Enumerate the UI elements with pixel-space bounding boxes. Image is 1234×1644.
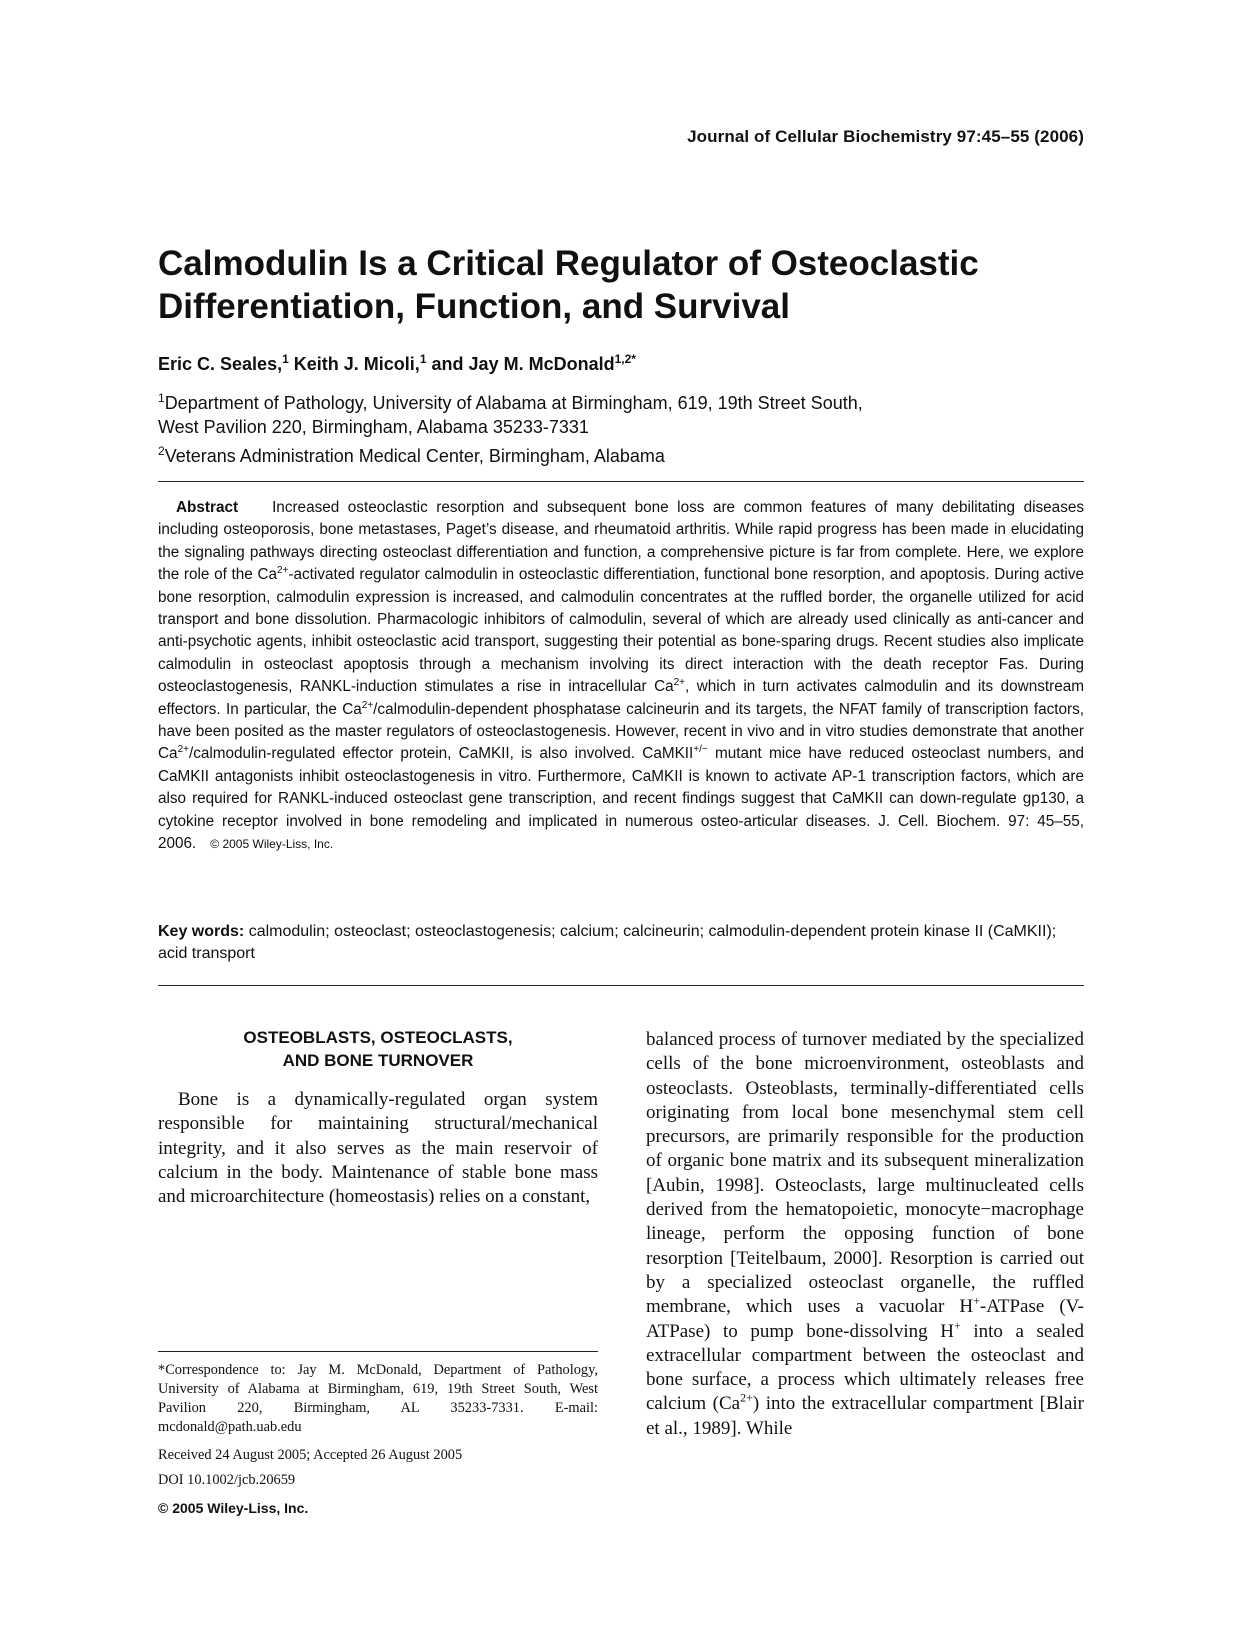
abstract-text: , which in turn activates calmodulin and its downstream effectors. In particular, the Ca — [158, 678, 1084, 718]
affil-marker: 1 — [158, 391, 165, 405]
affiliation-1 — [158, 386, 1078, 415]
keywords-label: Key words: — [158, 923, 245, 940]
affil-marker: 2 — [158, 444, 165, 458]
abstract-text: /calmodulin-dependent phosphatase calcineurin and its targets, the NFAT family of transcription factors, have been posited as the master regulators of osteoclastogenesis. However, recent in vivo and in vitro studies demonstrate that another Ca — [158, 700, 1084, 763]
keywords-text: calmodulin; osteoclast; osteoclastogenesis; calcium; calcineurin; calmodulin-dependent protein kinase II (CaMKII); acid transport — [158, 923, 1057, 962]
superscript: 2+ — [740, 1391, 753, 1406]
abstract-text: mutant mice have reduced osteoclast numbers, and CaMKII antagonists inhibit osteoclastogenesis in vitro. Furthermore, CaMKII is known to activate AP-1 transcription factors, which are also required for RANKL-induced osteoclast gene transcription, and recent findings suggest that CaMKII can down-regulate gp130, a cytokine receptor involved in bone remodeling and implicated in numerous osteo-articular diseases. J. Cell. Biochem. 97: 45–55, 2006. — [158, 745, 1085, 853]
superscript: +/− — [693, 744, 708, 756]
body-text: ) into the extracellular compartment [Blair et al., 1989]. While — [646, 1393, 1084, 1439]
keywords — [158, 921, 1084, 965]
affil-text: Veterans Administration Medical Center, Birmingham, Alabama — [164, 446, 665, 466]
abstract — [158, 497, 1084, 856]
left-column-paragraph: Bone is a dynamically-regulated organ system responsible for maintaining structural/mechanical integrity, and it also serves as the main reservoir of calcium in the body. Maintenance of stable bone mass and microarchitecture (homeostasis) relies on a constant, — [158, 1089, 598, 1208]
right-column-paragraph — [646, 1028, 1084, 1441]
author-name: Eric C. Seales, — [158, 354, 283, 374]
affil-text: Department of Pathology, University of Alabama at Birmingham, 619, 19th Street South, — [164, 393, 863, 413]
author-name: Keith J. Micoli, — [293, 354, 420, 374]
author-name: Jay M. McDonald — [468, 354, 615, 374]
author-affil-marker: 1 — [419, 352, 427, 366]
author-conjunction: and — [431, 354, 464, 374]
superscript: 2+ — [361, 699, 374, 711]
author-list — [158, 352, 636, 375]
abstract-label: Abstract — [176, 499, 239, 516]
body-text: balanced process of turnover mediated by the specialized cells of the bone microenvironment, osteoblasts and osteoclasts. Osteoblasts, terminally-differentiated cells originating from local bone mesenchymal stem cell precursors, are primarily responsible for the production of organic bone matrix and its subsequent mineralization [Aubin, 1998]. Osteoclasts, large multinucleated cells derived from the hematopoietic, monocyte−macrophage lineage, perform the opposing function of bone resorption [Teitelbaum, 2000]. Resorption is carried out by a specialized osteoclast organelle, the ruffled membrane, which uses a vacuolar H — [646, 1029, 1084, 1318]
abstract-text: /calmodulin-regulated effector protein, CaMKII, is also involved. CaMKII — [188, 745, 694, 763]
journal-citation: Journal of Cellular Biochemistry 97:45–55 (2006) — [687, 127, 1084, 146]
affiliation-2 — [158, 439, 1078, 468]
section-divider — [158, 985, 1084, 986]
superscript: + — [973, 1293, 980, 1308]
received-date: Received 24 August 2005; Accepted 26 August 2005 — [158, 1447, 463, 1463]
abstract-text: Increased osteoclastic resorption and subsequent bone loss are common features of many debilitating diseases including osteoporosis, bone metastases, Paget’s disease, and rheumatoid arthritis. While rapid progress has been made in elucidating the signaling pathways directing osteoclast differentiation and function, a comprehensive picture is far from complete. Here, we explore the role of the Ca — [158, 499, 1084, 584]
copyright-notice: © 2005 Wiley-Liss, Inc. — [158, 1500, 309, 1516]
top-divider — [158, 481, 1084, 482]
abstract-copyright: © 2005 Wiley-Liss, Inc. — [210, 837, 334, 852]
abstract-text: -activated regulator calmodulin in osteoclastic differentiation, functional bone resorption, and apoptosis. During active bone resorption, calmodulin expression is increased, and calmodulin concentrates at the ruffled border, the organelle utilized for acid transport and bone dissolution. Pharmacologic inhibitors of calmodulin, several of which are already used clinically as anti-cancer and anti-psychotic agents, inhibit osteoclastic acid transport, suggesting their potential as bone-sparing drugs. Recent studies also implicate calmodulin in osteoclast apoptosis through a mechanism involving its direct interaction with the death receptor Fas. During osteoclastogenesis, RANKL-induction stimulates a rise in intracellular Ca — [158, 566, 1084, 696]
body-text: into a sealed extracellular compartment between the osteoclast and bone surface, a process which ultimately releases free calcium (Ca — [646, 1320, 1084, 1415]
author-affil-marker: 1,2* — [614, 352, 636, 366]
affiliation-1-line2: West Pavilion 220, Birmingham, Alabama 35233-7331 — [158, 417, 589, 437]
superscript: 2+ — [177, 744, 189, 756]
body-text: -ATPase (V-ATPase) to pump bone-dissolving H — [646, 1296, 1084, 1342]
footnote-divider — [158, 1351, 598, 1352]
superscript: + — [953, 1318, 961, 1333]
doi: DOI 10.1002/jcb.20659 — [158, 1472, 296, 1488]
section-heading-line: OSTEOBLASTS, OSTEOCLASTS, — [243, 1028, 513, 1047]
affiliations — [158, 386, 1078, 468]
section-heading — [158, 1026, 598, 1072]
superscript: 2+ — [277, 565, 289, 577]
correspondence-footnote: *Correspondence to: Jay M. McDonald, Department of Pathology, University of Alabama at Birmingham, 619, 19th Street South, West Pavilion 220, Birmingham, AL 35233-7331. E-mail: mcdonald@path.uab.edu — [158, 1362, 598, 1435]
article-title: Calmodulin Is a Critical Regulator of Osteoclastic Differentiation, Function, and Survival — [158, 244, 979, 326]
section-heading-line: AND BONE TURNOVER — [282, 1051, 474, 1070]
superscript: 2+ — [673, 677, 686, 689]
author-affil-marker: 1 — [282, 352, 289, 366]
